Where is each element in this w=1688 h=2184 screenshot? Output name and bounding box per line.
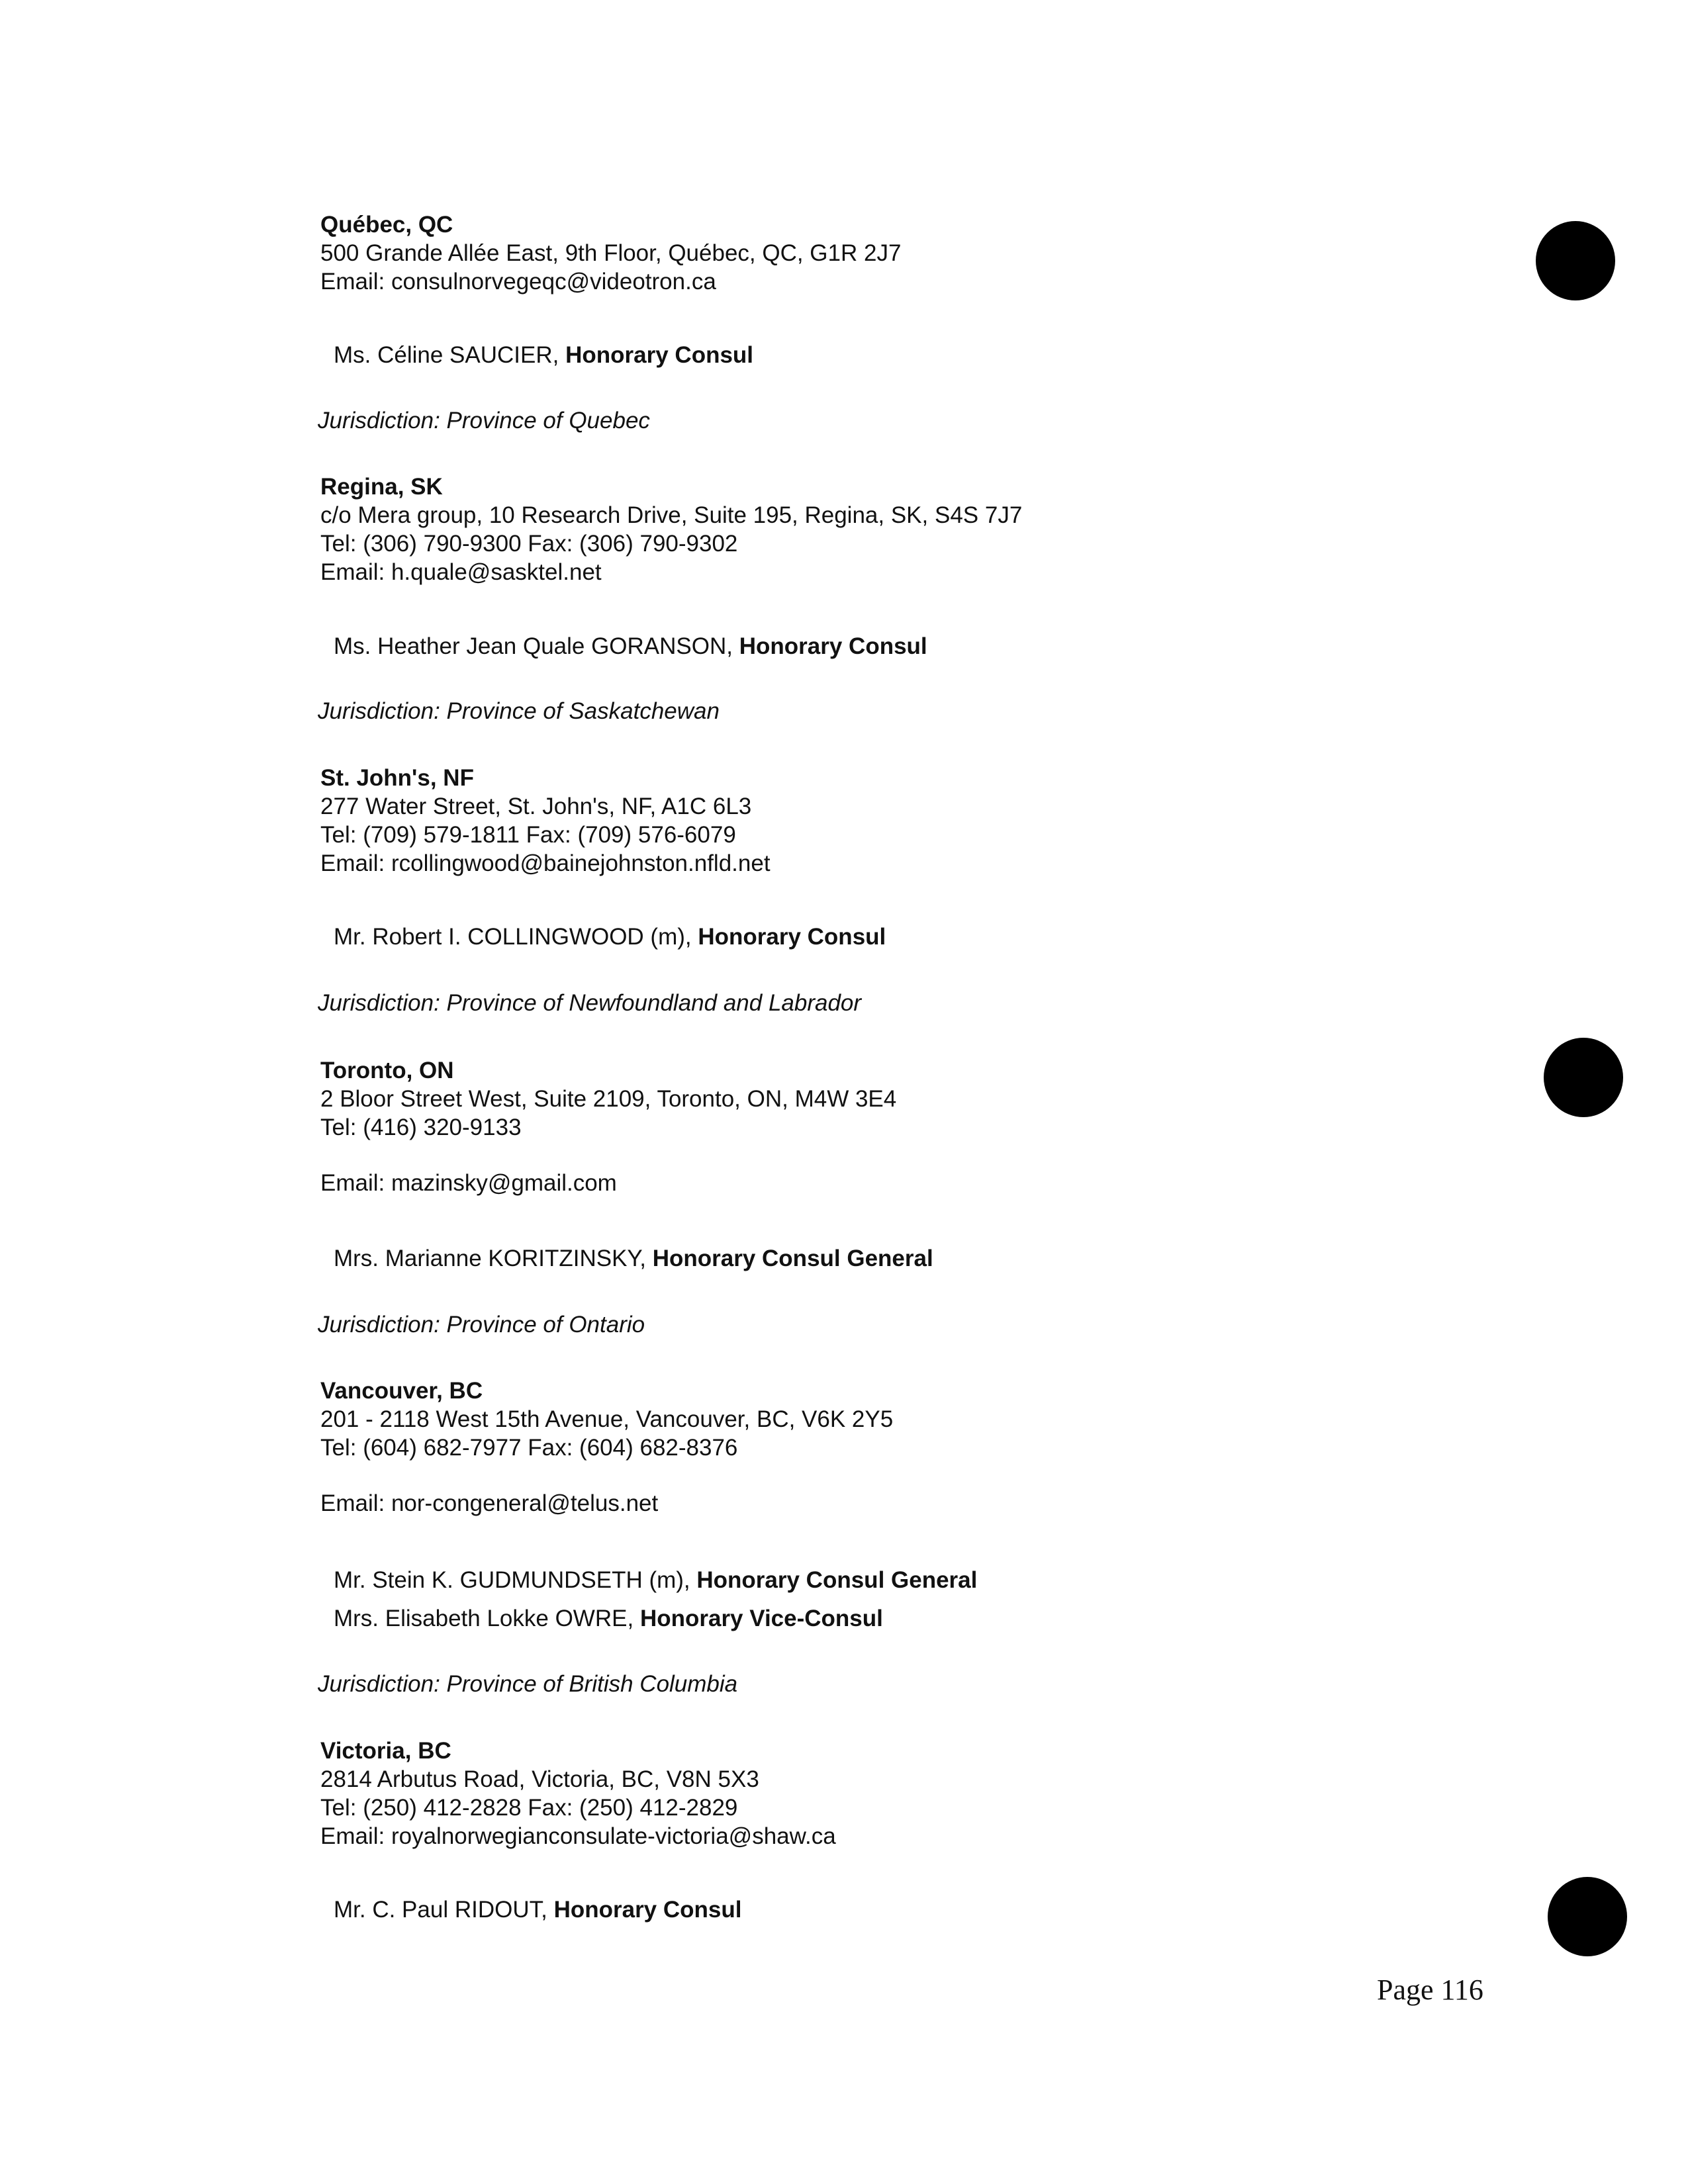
jurisdiction-line: Jurisdiction: Province of Saskatchewan [318, 698, 720, 724]
address-line: 500 Grande Allée East, 9th Floor, Québec, QC, G1R 2J7 [320, 240, 902, 266]
consul-title: Honorary Consul General [696, 1567, 978, 1593]
email-line: Email: mazinsky@gmail.com [320, 1170, 617, 1196]
punch-hole-bottom [1548, 1877, 1627, 1956]
consul-title: Honorary Consul [739, 633, 927, 659]
consul-name: Ms. Heather Jean Quale GORANSON, [334, 633, 733, 659]
address-line: 2 Bloor Street West, Suite 2109, Toronto, ON, M4W 3E4 [320, 1086, 897, 1112]
consul-person [334, 1566, 977, 1594]
address-line: 277 Water Street, St. John's, NF, A1C 6L3 [320, 794, 752, 819]
email-line: Email: rcollingwood@bainejohnston.nfld.net [320, 850, 771, 876]
city-heading: Toronto, ON [320, 1058, 454, 1083]
address-line: 201 - 2118 West 15th Avenue, Vancouver, BC, V6K 2Y5 [320, 1406, 894, 1432]
consul-title: Honorary Consul [565, 342, 754, 368]
consul-person [334, 923, 886, 951]
consulate-entry-victoria [320, 1737, 1479, 1850]
consul-title: Honorary Consul [553, 1897, 742, 1923]
jurisdiction-line: Jurisdiction: Province of Ontario [318, 1312, 645, 1338]
consulate-entry-regina [320, 473, 1479, 586]
vice-consul-person [334, 1604, 883, 1633]
email-line: Email: h.quale@sasktel.net [320, 559, 602, 585]
consul-name: Mr. Robert I. COLLINGWOOD (m), [334, 924, 692, 950]
consul-name: Ms. Céline SAUCIER, [334, 342, 559, 368]
city-heading: St. John's, NF [320, 765, 474, 791]
consul-name: Mrs. Marianne KORITZINSKY, [334, 1246, 646, 1271]
consul-title: Honorary Consul General [652, 1246, 933, 1271]
jurisdiction-line: Jurisdiction: Province of Quebec [318, 408, 650, 433]
punch-hole-top [1536, 221, 1615, 300]
address-line: c/o Mera group, 10 Research Drive, Suite 195, Regina, SK, S4S 7J7 [320, 502, 1023, 528]
consulate-entry-st-johns [320, 764, 1479, 878]
consul-name: Mr. Stein K. GUDMUNDSETH (m), [334, 1567, 690, 1593]
email-line: Email: royalnorwegianconsulate-victoria@shaw.ca [320, 1823, 836, 1849]
jurisdiction-line: Jurisdiction: Province of British Columbia [318, 1671, 738, 1697]
consul-title: Honorary Vice-Consul [639, 1606, 883, 1631]
consul-title: Honorary Consul [698, 924, 886, 950]
address-line: 2814 Arbutus Road, Victoria, BC, V8N 5X3 [320, 1766, 759, 1792]
tel-line: Tel: (416) 320-9133 [320, 1115, 522, 1140]
punch-hole-middle [1544, 1038, 1623, 1117]
consul-name: Mrs. Elisabeth Lokke OWRE, [334, 1606, 634, 1631]
tel-fax-line: Tel: (306) 790-9300 Fax: (306) 790-9302 [320, 531, 738, 557]
tel-fax-line: Tel: (604) 682-7977 Fax: (604) 682-8376 [320, 1435, 738, 1461]
consulate-entry-vancouver [320, 1377, 1479, 1518]
consulate-entry-toronto [320, 1056, 1479, 1197]
consul-person [334, 632, 927, 660]
email-line: Email: nor-congeneral@telus.net [320, 1490, 659, 1516]
tel-fax-line: Tel: (709) 579-1811 Fax: (709) 576-6079 [320, 822, 736, 848]
city-heading: Québec, QC [320, 212, 453, 238]
city-heading: Regina, SK [320, 474, 443, 500]
city-heading: Vancouver, BC [320, 1378, 483, 1404]
city-heading: Victoria, BC [320, 1738, 451, 1764]
page-number: Page 116 [1377, 1974, 1483, 2006]
consul-person [334, 1895, 741, 1924]
consul-name: Mr. C. Paul RIDOUT, [334, 1897, 547, 1923]
email-line: Email: consulnorvegeqc@videotron.ca [320, 269, 716, 295]
jurisdiction-line: Jurisdiction: Province of Newfoundland and Labrador [318, 990, 862, 1016]
consulate-entry-quebec [320, 210, 1479, 296]
consul-person [334, 341, 753, 369]
consul-person [334, 1244, 933, 1273]
tel-fax-line: Tel: (250) 412-2828 Fax: (250) 412-2829 [320, 1795, 738, 1821]
